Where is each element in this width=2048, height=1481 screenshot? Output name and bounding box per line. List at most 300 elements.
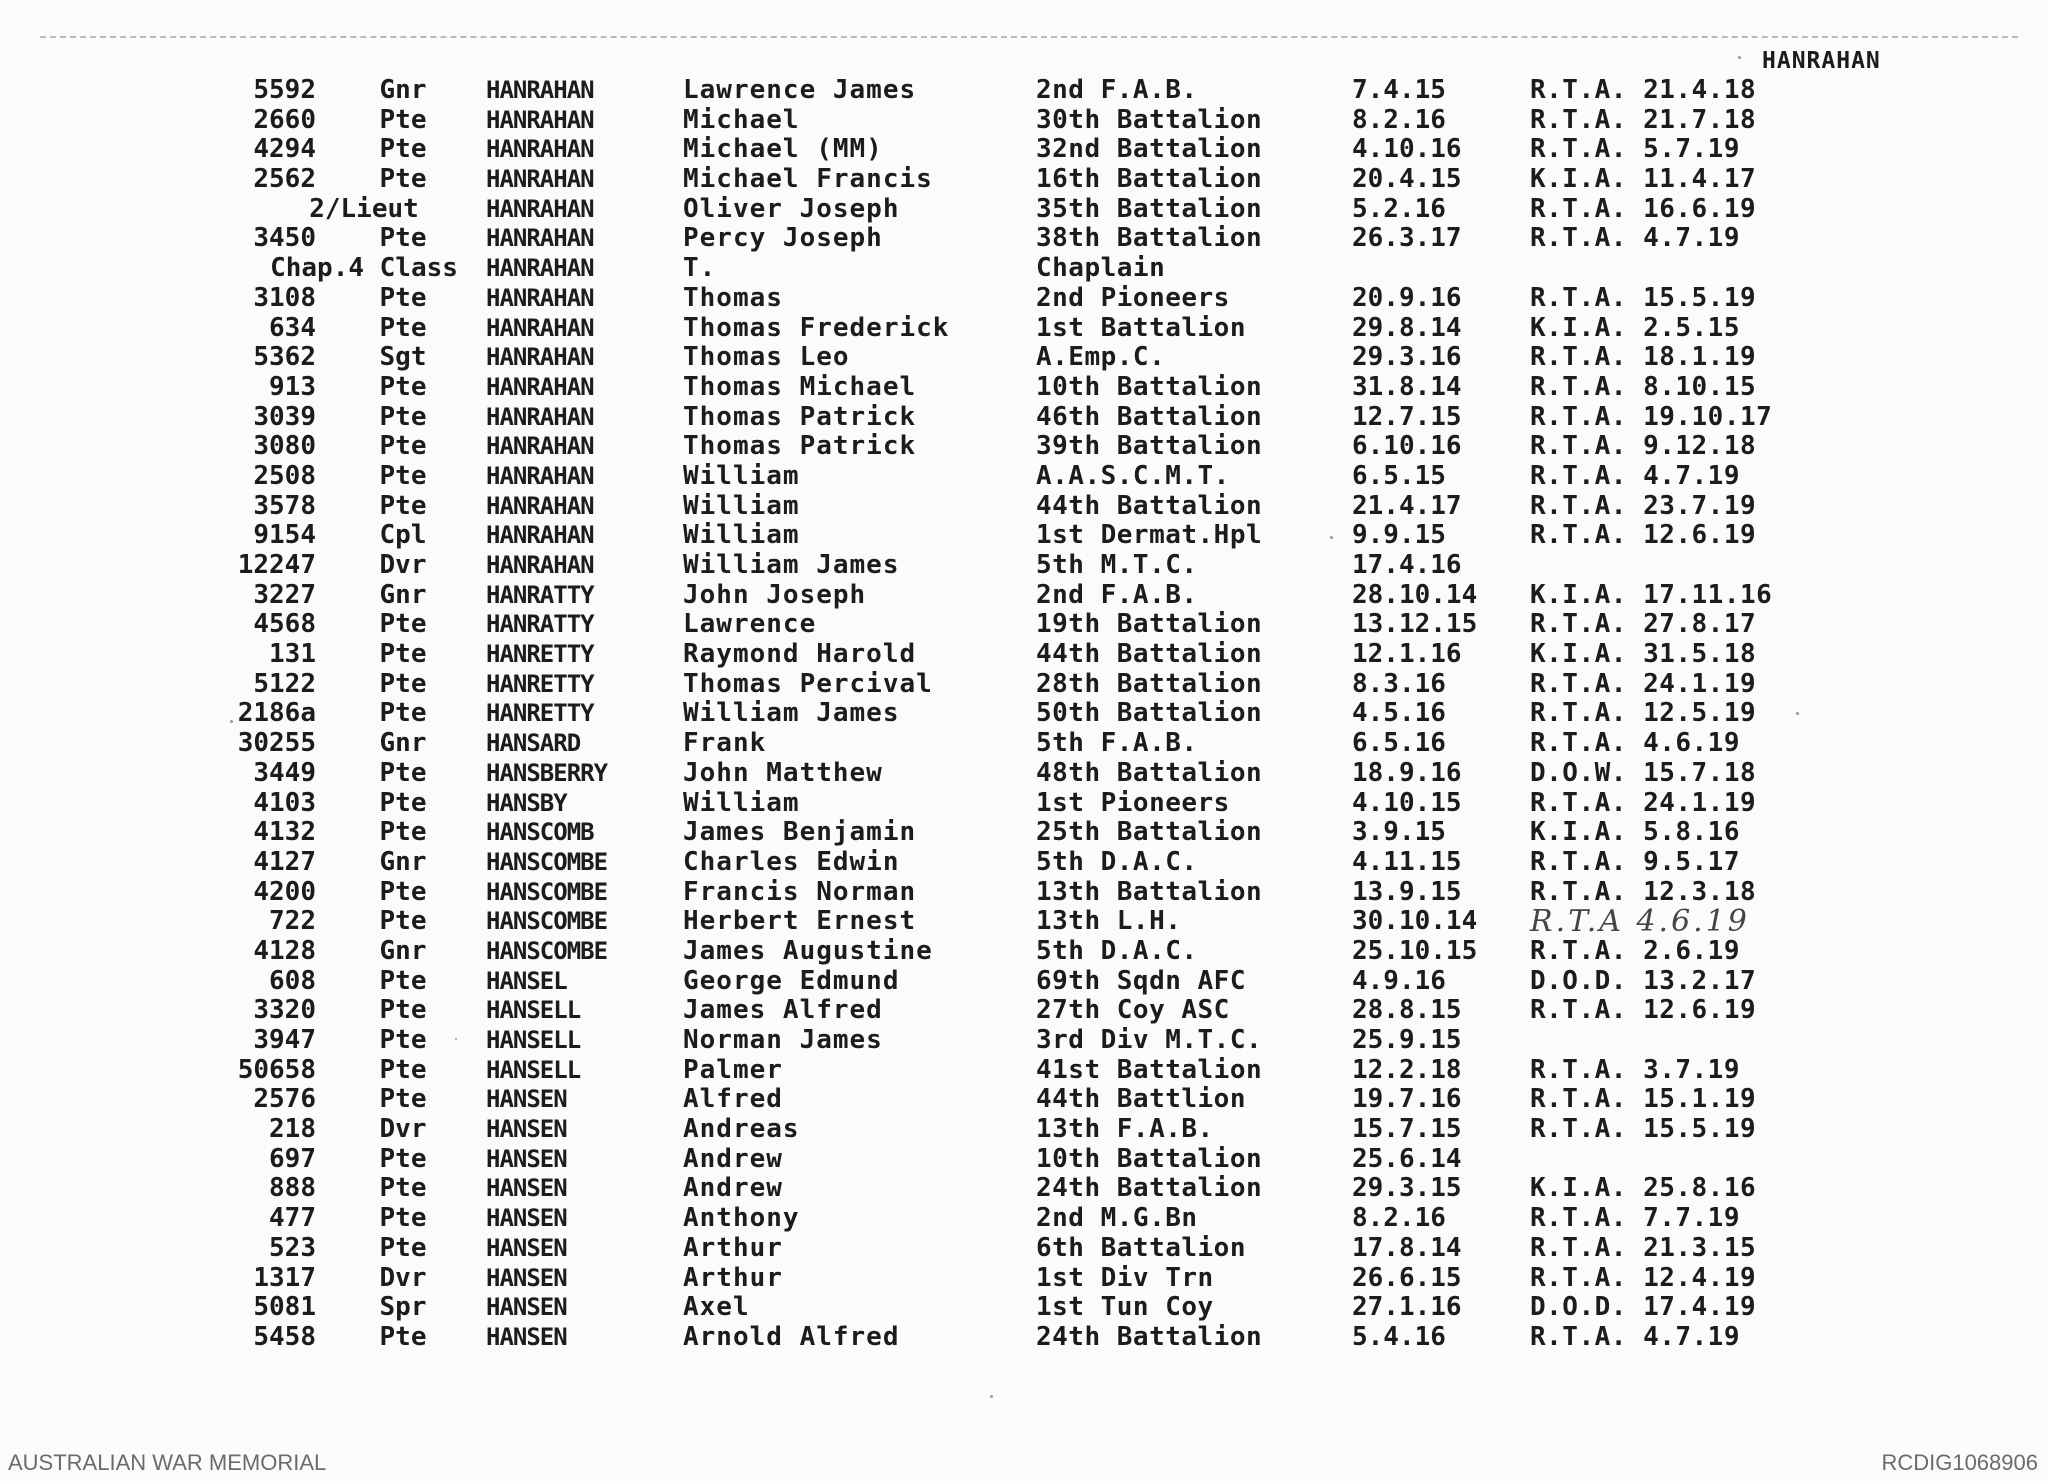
given-names: William James (683, 550, 900, 580)
nominal-roll-list (0, 76, 2048, 1353)
unit: 2nd F.A.B. (1036, 75, 1198, 105)
service-number: 3108 (253, 282, 316, 313)
service-number: 9154 (253, 520, 316, 551)
surname: HANSELL (486, 1026, 581, 1054)
given-names: Lawrence James (683, 75, 917, 105)
given-names: Anthony (683, 1203, 800, 1234)
enlistment-date: 29.3.16 (1352, 342, 1462, 373)
surname: HANRATTY (486, 610, 594, 639)
service-number: 722 (269, 906, 316, 937)
service-number: 634 (269, 312, 316, 343)
given-names: James Benjamin (683, 817, 917, 848)
rank: Pte (379, 282, 427, 313)
unit: 24th Battalion (1036, 1321, 1263, 1352)
roll-row (0, 699, 2048, 729)
given-names: Andrew (683, 1173, 783, 1204)
fate: K.I.A. 2.5.15 (1530, 312, 1740, 343)
given-names: Frank (683, 728, 767, 759)
given-names: Axel (683, 1292, 750, 1323)
unit: 5th F.A.B. (1036, 728, 1198, 759)
rank: Gnr (379, 935, 427, 966)
unit: 28th Battalion (1036, 668, 1263, 699)
paper-speck (1738, 56, 1741, 59)
service-number: 1317 (253, 1262, 316, 1293)
surname: HANRAHAN (486, 402, 594, 431)
given-names: Thomas Leo (683, 342, 850, 373)
surname: HANSEN (486, 1115, 567, 1144)
fate: R.T.A. 7.7.19 (1530, 1203, 1740, 1234)
roll-row (0, 1145, 2048, 1175)
unit: 39th Battalion (1036, 431, 1263, 462)
paper-speck (1330, 536, 1333, 539)
service-number: 3320 (253, 995, 316, 1026)
unit: 5th D.A.C. (1036, 935, 1198, 966)
enlistment-date: 26.6.15 (1352, 1262, 1462, 1293)
rank: Pte (379, 490, 427, 521)
service-number: 5592 (253, 75, 316, 105)
given-names: T. (683, 253, 717, 284)
rank: Cpl (379, 520, 427, 551)
fate: R.T.A. 9.5.17 (1530, 846, 1740, 877)
unit: 10th Battalion (1036, 1143, 1263, 1174)
enlistment-date: 12.7.15 (1352, 401, 1462, 432)
rank: Pte (379, 1025, 427, 1055)
fate: R.T.A. 8.10.15 (1530, 371, 1757, 402)
fate: D.O.W. 15.7.18 (1530, 757, 1757, 788)
given-names: James Augustine (683, 935, 933, 966)
roll-row (0, 492, 2048, 522)
fate: R.T.A. 24.1.19 (1530, 668, 1757, 699)
roll-row (0, 224, 2048, 254)
rank: Sgt (379, 342, 427, 373)
rank: Pte (379, 757, 427, 788)
page-header-name: HANRAHAN (1762, 48, 1881, 74)
service-number: 131 (269, 639, 316, 670)
unit: 41st Battalion (1036, 1054, 1263, 1085)
unit: 13th F.A.B. (1036, 1114, 1214, 1145)
rank: Pte (379, 965, 427, 996)
given-names: Francis Norman (683, 876, 917, 907)
service-number: 2576 (253, 1084, 316, 1115)
rank: Pte (379, 1143, 427, 1174)
given-names: Charles Edwin (683, 846, 900, 877)
service-number: 3450 (253, 223, 316, 254)
rank: Pte (379, 134, 427, 165)
roll-row (0, 314, 2048, 344)
roll-row (0, 195, 2048, 225)
roll-row (0, 937, 2048, 967)
service-number: 4127 (253, 846, 316, 877)
service-number: 12247 (237, 550, 316, 580)
rank: Pte (379, 1054, 427, 1085)
rank: Pte (379, 164, 427, 195)
fate: R.T.A. 4.7.19 (1530, 1321, 1740, 1352)
given-names: Thomas Percival (683, 668, 933, 699)
service-number: 30255 (237, 728, 316, 759)
unit: 16th Battalion (1036, 164, 1263, 195)
unit: 44th Battalion (1036, 639, 1263, 670)
fate: R.T.A. 21.4.18 (1530, 75, 1757, 105)
roll-row (0, 135, 2048, 165)
enlistment-date: 3.9.15 (1352, 817, 1446, 848)
given-names: Palmer (683, 1054, 783, 1085)
unit: 50th Battalion (1036, 698, 1263, 729)
given-names: Alfred (683, 1084, 783, 1115)
rank: Pte (379, 906, 427, 937)
rank: Dvr (379, 550, 427, 580)
roll-row (0, 1085, 2048, 1115)
service-number: 697 (269, 1143, 316, 1174)
enlistment-date: 12.2.18 (1352, 1054, 1462, 1085)
service-number: 218 (269, 1114, 316, 1145)
surname: HANSEN (486, 1204, 567, 1233)
fate: R.T.A. 4.6.19 (1530, 728, 1740, 759)
enlistment-date: 4.11.15 (1352, 846, 1462, 877)
given-names: Michael Francis (683, 164, 933, 195)
surname: HANSEN (486, 1144, 567, 1173)
unit: 44th Battalion (1036, 490, 1263, 521)
enlistment-date: 6.5.16 (1352, 728, 1446, 759)
unit: 25th Battalion (1036, 817, 1263, 848)
enlistment-date: 8.3.16 (1352, 668, 1446, 699)
surname: HANSCOMBE (486, 907, 608, 936)
fate: R.T.A. 15.5.19 (1530, 1114, 1757, 1145)
surname: HANRAHAN (486, 372, 594, 401)
rank: Pte (379, 401, 427, 432)
fate: D.O.D. 13.2.17 (1530, 965, 1757, 996)
roll-row (0, 670, 2048, 700)
rank: Gnr (379, 579, 427, 610)
rank: Pte (379, 460, 427, 491)
surname: HANSEN (486, 1233, 567, 1262)
rank: Pte (379, 639, 427, 670)
enlistment-date: 30.10.14 (1352, 906, 1478, 937)
given-names: William (683, 787, 800, 818)
paper-speck (455, 1038, 457, 1040)
rank: Pte (379, 104, 427, 135)
service-number: 2562 (253, 164, 316, 195)
surname: HANRAHAN (486, 224, 594, 253)
rank: Spr (379, 1292, 427, 1323)
unit: 13th L.H. (1036, 906, 1182, 937)
rank: Chap.4 Class (270, 253, 458, 284)
rank: Dvr (379, 1114, 427, 1145)
surname: HANSCOMBE (486, 877, 608, 906)
service-number: 3080 (253, 431, 316, 462)
given-names: Andrew (683, 1143, 783, 1174)
enlistment-date: 13.12.15 (1352, 609, 1478, 640)
enlistment-date: 4.9.16 (1352, 965, 1446, 996)
surname: HANRAHAN (486, 254, 594, 283)
fate: R.T.A. 27.8.17 (1530, 609, 1757, 640)
roll-row (0, 1026, 2048, 1056)
unit: 19th Battalion (1036, 609, 1263, 640)
service-number: 2508 (253, 460, 316, 491)
enlistment-date: 5.2.16 (1352, 193, 1446, 224)
enlistment-date: 25.9.15 (1352, 1025, 1462, 1055)
surname: HANRAHAN (486, 461, 594, 490)
surname: HANRETTY (486, 699, 594, 728)
unit: 30th Battalion (1036, 104, 1263, 135)
enlistment-date: 20.4.15 (1352, 164, 1462, 195)
service-number: 888 (269, 1173, 316, 1204)
unit: 10th Battalion (1036, 371, 1263, 402)
given-names: Thomas (683, 282, 783, 313)
service-number: 5458 (253, 1321, 316, 1352)
rank: Pte (379, 1321, 427, 1352)
fate: R.T.A. 2.6.19 (1530, 935, 1740, 966)
unit: 27th Coy ASC (1036, 995, 1230, 1026)
roll-row (0, 521, 2048, 551)
rank: Pte (379, 668, 427, 699)
enlistment-date: 25.10.15 (1352, 935, 1478, 966)
surname: HANSELL (486, 996, 581, 1025)
rank: Pte (379, 1203, 427, 1234)
unit: 2nd M.G.Bn (1036, 1203, 1198, 1234)
surname: HANRAHAN (486, 135, 594, 164)
roll-row (0, 432, 2048, 462)
service-number: 3449 (253, 757, 316, 788)
rank: Pte (379, 1084, 427, 1115)
surname: HANRAHAN (486, 551, 594, 579)
enlistment-date: 9.9.15 (1352, 520, 1446, 551)
unit: 69th Sqdn AFC (1036, 965, 1246, 996)
surname: HANRAHAN (486, 76, 594, 104)
fate: K.I.A. 5.8.16 (1530, 817, 1740, 848)
enlistment-date: 19.7.16 (1352, 1084, 1462, 1115)
unit: 32nd Battalion (1036, 134, 1263, 165)
given-names: Raymond Harold (683, 639, 917, 670)
roll-row (0, 1204, 2048, 1234)
roll-row (0, 996, 2048, 1026)
roll-row (0, 76, 2048, 106)
given-names: William (683, 520, 800, 551)
roll-row (0, 759, 2048, 789)
enlistment-date: 8.2.16 (1352, 1203, 1446, 1234)
given-names: John Joseph (683, 579, 867, 610)
enlistment-date: 13.9.15 (1352, 876, 1462, 907)
unit: 38th Battalion (1036, 223, 1263, 254)
fate: R.T.A. 4.7.19 (1530, 460, 1740, 491)
fate: R.T.A. 12.6.19 (1530, 995, 1757, 1026)
unit: A.A.S.C.M.T. (1036, 460, 1230, 491)
fate: R.T.A. 12.6.19 (1530, 520, 1757, 551)
fate: R.T.A. 15.5.19 (1530, 282, 1757, 313)
service-number: 4568 (253, 609, 316, 640)
surname: HANSEL (486, 966, 567, 995)
fate: R.T.A. 21.7.18 (1530, 104, 1757, 135)
fate: K.I.A. 11.4.17 (1530, 164, 1757, 195)
surname: HANSCOMBE (486, 847, 608, 876)
surname: HANRAHAN (486, 343, 594, 372)
roll-row (0, 878, 2048, 908)
roll-row (0, 1323, 2048, 1353)
surname: HANRAHAN (486, 165, 594, 194)
rank: Dvr (379, 1262, 427, 1293)
fate: R.T.A. 4.7.19 (1530, 223, 1740, 254)
roll-row (0, 1264, 2048, 1294)
rank: Pte (379, 876, 427, 907)
service-number: 913 (269, 371, 316, 402)
unit: 3rd Div M.T.C. (1036, 1025, 1263, 1055)
footer-reference: RCDIG1068906 (1881, 1450, 2038, 1475)
roll-row (0, 729, 2048, 759)
roll-row (0, 1056, 2048, 1086)
enlistment-date: 4.10.15 (1352, 787, 1462, 818)
surname: HANRAHAN (486, 283, 594, 312)
roll-row (0, 165, 2048, 195)
fate: R.T.A. 16.6.19 (1530, 193, 1757, 224)
top-divider (40, 36, 2018, 38)
unit: 24th Battalion (1036, 1173, 1263, 1204)
fate: R.T.A. 12.4.19 (1530, 1262, 1757, 1293)
given-names: Arthur (683, 1262, 783, 1293)
given-names: Thomas Frederick (683, 312, 950, 343)
fate: R.T.A. 15.1.19 (1530, 1084, 1757, 1115)
surname: HANRAHAN (486, 491, 594, 520)
given-names: Arthur (683, 1232, 783, 1263)
rank: 2/Lieut (309, 193, 419, 224)
roll-row (0, 373, 2048, 403)
fate: K.I.A. 17.11.16 (1530, 579, 1773, 610)
enlistment-date: 18.9.16 (1352, 757, 1462, 788)
roll-row (0, 462, 2048, 492)
surname: HANRAHAN (486, 313, 594, 342)
surname: HANSBERRY (486, 758, 608, 787)
fate: R.T.A. 18.1.19 (1530, 342, 1757, 373)
given-names: William (683, 490, 800, 521)
paper-speck (1796, 712, 1799, 715)
rank: Pte (379, 1173, 427, 1204)
service-number: 5122 (253, 668, 316, 699)
enlistment-date: 8.2.16 (1352, 104, 1446, 135)
roll-row (0, 1115, 2048, 1145)
roll-row (0, 343, 2048, 373)
surname: HANRAHAN (486, 194, 594, 223)
given-names: Norman James (683, 1025, 883, 1055)
unit: 1st Tun Coy (1036, 1292, 1214, 1323)
service-number: 2660 (253, 104, 316, 135)
unit: A.Emp.C. (1036, 342, 1166, 373)
roll-row (0, 789, 2048, 819)
enlistment-date: 20.9.16 (1352, 282, 1462, 313)
unit: 1st Battalion (1036, 312, 1246, 343)
unit: 13th Battalion (1036, 876, 1263, 907)
service-number: 3578 (253, 490, 316, 521)
service-number: 5362 (253, 342, 316, 373)
service-number: 4103 (253, 787, 316, 818)
roll-row (0, 1174, 2048, 1204)
unit: 6th Battalion (1036, 1232, 1246, 1263)
service-number: 608 (269, 965, 316, 996)
surname: HANRETTY (486, 669, 594, 698)
roll-row (0, 106, 2048, 136)
service-number: 4294 (253, 134, 316, 165)
enlistment-date: 12.1.16 (1352, 639, 1462, 670)
given-names: Lawrence (683, 609, 817, 640)
roll-row (0, 610, 2048, 640)
enlistment-date: 29.8.14 (1352, 312, 1462, 343)
fate: R.T.A. 12.3.18 (1530, 876, 1757, 907)
rank: Pte (379, 431, 427, 462)
unit: Chaplain (1036, 253, 1166, 284)
fate: R.T.A. 3.7.19 (1530, 1054, 1740, 1085)
rank: Pte (379, 1232, 427, 1263)
fate: D.O.D. 17.4.19 (1530, 1292, 1757, 1323)
given-names: William James (683, 698, 900, 729)
surname: HANSCOMB (486, 818, 594, 847)
roll-row (0, 581, 2048, 611)
unit: 46th Battalion (1036, 401, 1263, 432)
surname: HANRAHAN (486, 521, 594, 550)
given-names: Percy Joseph (683, 223, 883, 254)
roll-row (0, 818, 2048, 848)
roll-row (0, 904, 2048, 940)
surname: HANSBY (486, 788, 567, 817)
given-names: James Alfred (683, 995, 883, 1026)
rank: Pte (379, 312, 427, 343)
roll-row (0, 848, 2048, 878)
enlistment-date: 21.4.17 (1352, 490, 1462, 521)
service-number: 4132 (253, 817, 316, 848)
given-names: Thomas Patrick (683, 401, 917, 432)
unit: 1st Dermat.Hpl (1036, 520, 1263, 551)
service-number: 523 (269, 1232, 316, 1263)
enlistment-date: 5.4.16 (1352, 1321, 1446, 1352)
footer-institution: AUSTRALIAN WAR MEMORIAL (8, 1450, 327, 1475)
roll-row (0, 254, 2048, 284)
rank: Pte (379, 371, 427, 402)
enlistment-date: 28.8.15 (1352, 995, 1462, 1026)
fate: R.T.A. 23.7.19 (1530, 490, 1757, 521)
roll-row (0, 284, 2048, 314)
fate: R.T.A. 12.5.19 (1530, 698, 1757, 729)
given-names: Thomas Patrick (683, 431, 917, 462)
roll-row (0, 967, 2048, 997)
roll-row (0, 640, 2048, 670)
fate: R.T.A. 24.1.19 (1530, 787, 1757, 818)
surname: HANRAHAN (486, 432, 594, 461)
unit: 48th Battalion (1036, 757, 1263, 788)
given-names: Thomas Michael (683, 371, 917, 402)
fate: R.T.A. 21.3.15 (1530, 1232, 1757, 1263)
given-names: George Edmund (683, 965, 900, 996)
enlistment-date: 29.3.15 (1352, 1173, 1462, 1204)
rank: Pte (379, 698, 427, 729)
surname: HANRATTY (486, 580, 594, 609)
service-number: 50658 (237, 1054, 316, 1085)
surname: HANSEN (486, 1293, 567, 1322)
given-names: Andreas (683, 1114, 800, 1145)
unit: 2nd Pioneers (1036, 282, 1230, 313)
unit: 44th Battlion (1036, 1084, 1246, 1115)
fate: R.T.A. 9.12.18 (1530, 431, 1757, 462)
given-names: Oliver Joseph (683, 193, 900, 224)
rank: Gnr (379, 728, 427, 759)
fate: R.T.A 4.6.19 (1530, 904, 1750, 940)
enlistment-date: 15.7.15 (1352, 1114, 1462, 1145)
service-number: 3227 (253, 579, 316, 610)
service-number: 2186a (237, 698, 316, 729)
rank: Pte (379, 609, 427, 640)
fate: K.I.A. 25.8.16 (1530, 1173, 1757, 1204)
surname: HANRAHAN (486, 105, 594, 134)
unit: 5th D.A.C. (1036, 846, 1198, 877)
surname: HANSELL (486, 1055, 581, 1084)
enlistment-date: 6.10.16 (1352, 431, 1462, 462)
roll-row (0, 1234, 2048, 1264)
rank: Pte (379, 787, 427, 818)
